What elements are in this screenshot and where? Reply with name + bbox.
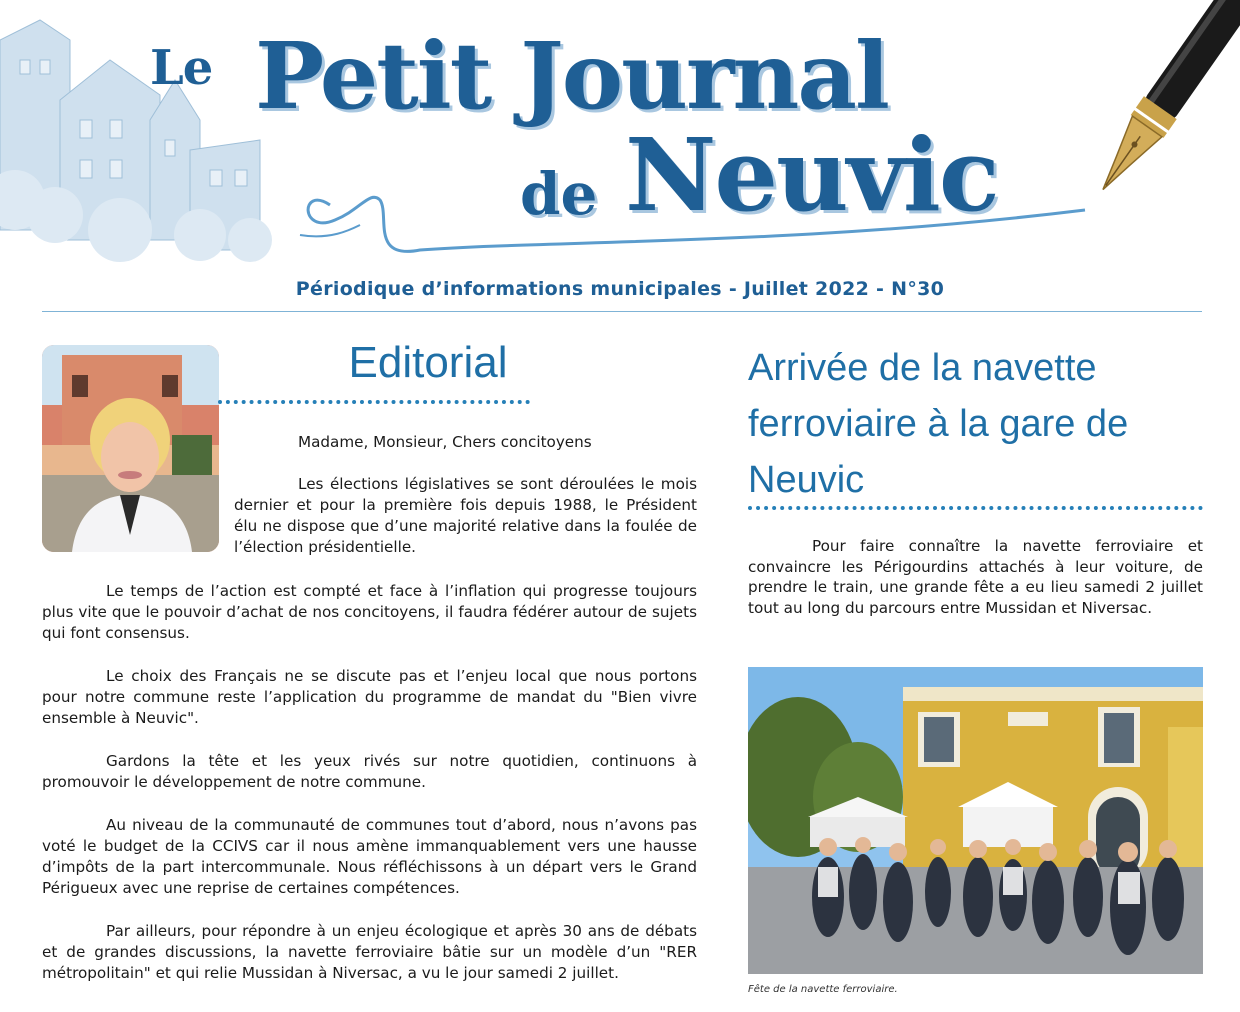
masthead-title-de: de (520, 160, 598, 228)
photo-caption: Fête de la navette ferroviaire. (748, 984, 898, 995)
article-paragraph: Pour faire connaître la navette ferroviaire et convaincre les Périgourdins attachés à leur voiture, de prendre le train, une grande fête a eu lieu samedi 2 juillet tout au long du parcours entre Mussidan et Niversac. (748, 537, 1203, 617)
editorial-paragraph: Gardons la tête et les yeux rivés sur notre quotidien, continuons à promouvoir le développement de notre commune. (42, 752, 697, 791)
editorial-paragraph: Par ailleurs, pour répondre à un enjeu écologique et après 30 ans de débats et de grandes discussions, la navette ferroviaire bâtie sur un modèle d’un "RER métropolitain" et qui relie Mussidan à Niversac, a vu le jour samedi 2 juillet. (42, 922, 697, 982)
editorial-title-underline (218, 400, 530, 404)
editorial-paragraph: Le choix des Français ne se discute pas et l’enjeu local que nous portons pour notre commune reste l’application du programme de mandat du "Bien vivre ensemble à Neuvic". (42, 667, 697, 727)
editorial-paragraph: Le temps de l’action est compté et face à l’inflation qui progresse toujours plus vite que le pouvoir d’achat de nos concitoyens, il faudra fédérer autour de sujets qui font consensus. (42, 582, 697, 642)
train-station-photo (748, 667, 1203, 974)
masthead-title-le: Le (150, 40, 213, 96)
masthead-title-neuvic: Neuvic (625, 116, 998, 234)
article-title-underline (748, 506, 1203, 510)
masthead-title-main: Petit Journal (255, 22, 888, 130)
article-title: Arrivée de la navette ferroviaire à la gare de Neuvic (748, 347, 1129, 501)
masthead-subtitle: Périodique d’informations municipales - Juillet 2022 - N°30 (295, 278, 945, 300)
masthead (0, 0, 1240, 270)
editorial-paragraph: Au niveau de la communauté de communes tout d’abord, nous n’avons pas voté le budget de la CCIVS car il nous amène immanquablement vers une hausse d’impôts de la part intercommunale. Nous réfléchissons à un départ vers le Grand Périgueux avec une reprise de certaines compétences. (42, 816, 697, 897)
editorial-greeting: Madame, Monsieur, Chers concitoyens (298, 433, 592, 451)
mayor-portrait-photo (42, 345, 219, 552)
editorial-body (42, 581, 697, 1006)
fountain-pen-icon (1070, 0, 1240, 220)
editorial-title: Editorial (348, 338, 508, 387)
header-divider (42, 311, 1202, 312)
editorial-paragraph-1: Les élections législatives se sont déroulées le mois dernier et pour la première fois depuis 1988, le Président élu ne dispose que d’une majorité relative dans la foulée de l’élection présidentielle. (234, 475, 697, 556)
